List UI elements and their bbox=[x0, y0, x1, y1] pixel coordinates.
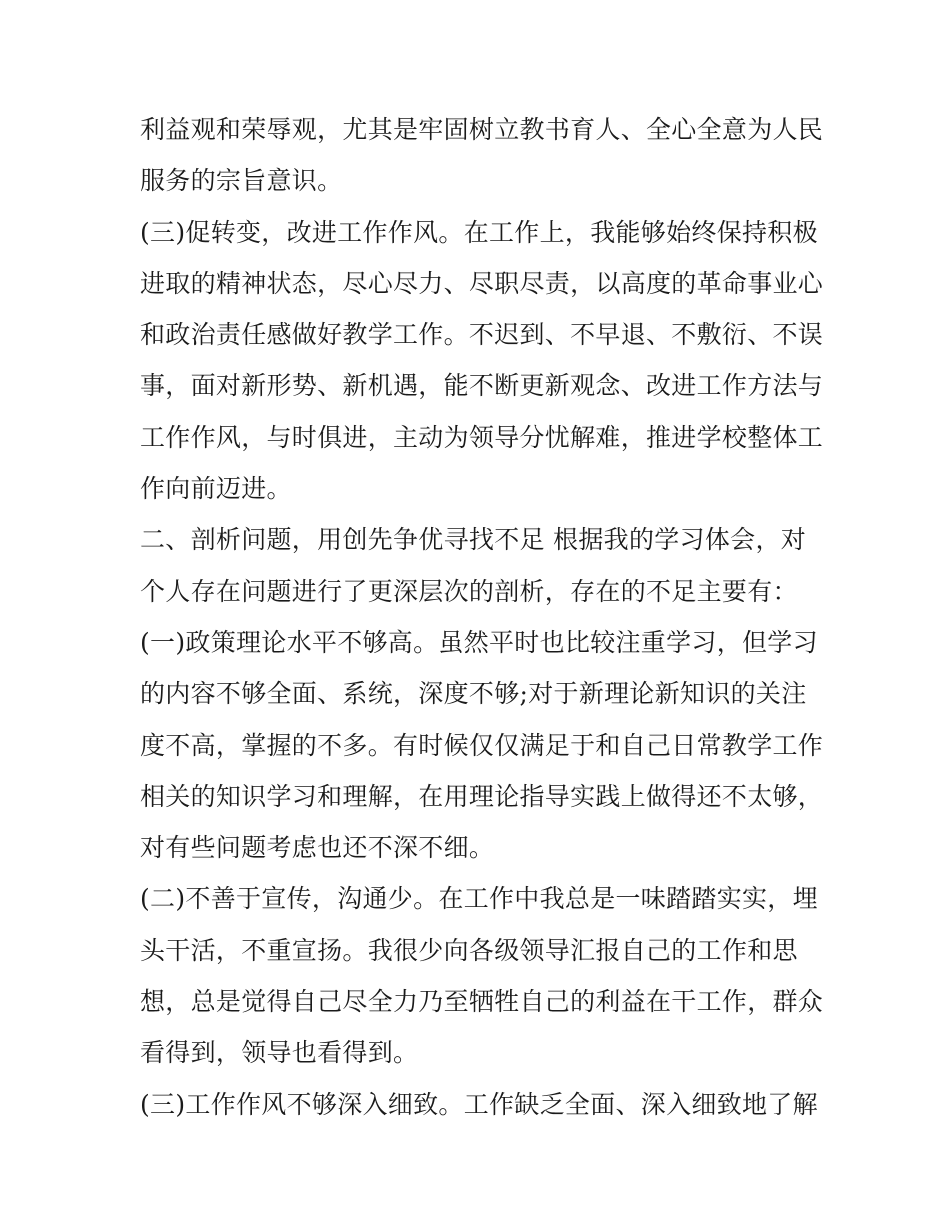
text-line: 和政治责任感做好教学工作。不迟到、不早退、不敷衍、不误 bbox=[140, 320, 824, 350]
text-line: 二、剖析问题，用创先争优寻找不足 根据我的学习体会，对 bbox=[140, 525, 807, 555]
text-line: 利益观和荣辱观，尤其是牢固树立教书育人、全心全意为人民 bbox=[140, 115, 824, 144]
text-line: 相关的知识学习和理解，在用理论指导实践上做得还不太够， bbox=[140, 781, 824, 811]
text-line: (三)工作作风不够深入细致。工作缺乏全面、深入细致地了解 bbox=[140, 1089, 818, 1119]
text-line: 进取的精神状态，尽心尽力、尽职尽责，以高度的革命事业心 bbox=[140, 268, 824, 298]
document-body bbox=[140, 104, 824, 1130]
text-line: 头干活，不重宣扬。我很少向各级领导汇报自己的工作和思 bbox=[140, 935, 798, 965]
text-line: 的内容不够全面、系统，深度不够;对于新理论新知识的关注 bbox=[140, 679, 807, 709]
text-line: (三)促转变，改进工作作风。在工作上，我能够始终保持积极 bbox=[140, 217, 818, 247]
text-line: 作向前迈进。 bbox=[140, 474, 292, 504]
text-line: 服务的宗旨意识。 bbox=[140, 166, 343, 196]
text-line: (二)不善于宣传，沟通少。在工作中我总是一味踏踏实实，埋 bbox=[140, 884, 818, 914]
text-line: 工作作风，与时俱进，主动为领导分忧解难，推进学校整体工 bbox=[140, 422, 824, 452]
text-line: 事，面对新形势、新机遇，能不断更新观念、改进工作方法与 bbox=[140, 371, 824, 401]
text-line: 个人存在问题进行了更深层次的剖析，存在的不足主要有： bbox=[140, 576, 798, 606]
text-line: 想，总是觉得自己尽全力乃至牺牲自己的利益在干工作，群众 bbox=[140, 987, 824, 1017]
text-line: 对有些问题考虑也还不深不细。 bbox=[140, 833, 495, 863]
text-line: (一)政策理论水平不够高。虽然平时也比较注重学习，但学习 bbox=[140, 627, 818, 657]
text-line: 看得到，领导也看得到。 bbox=[140, 1038, 419, 1068]
text-line: 度不高，掌握的不多。有时候仅仅满足于和自己日常教学工作 bbox=[140, 730, 824, 760]
